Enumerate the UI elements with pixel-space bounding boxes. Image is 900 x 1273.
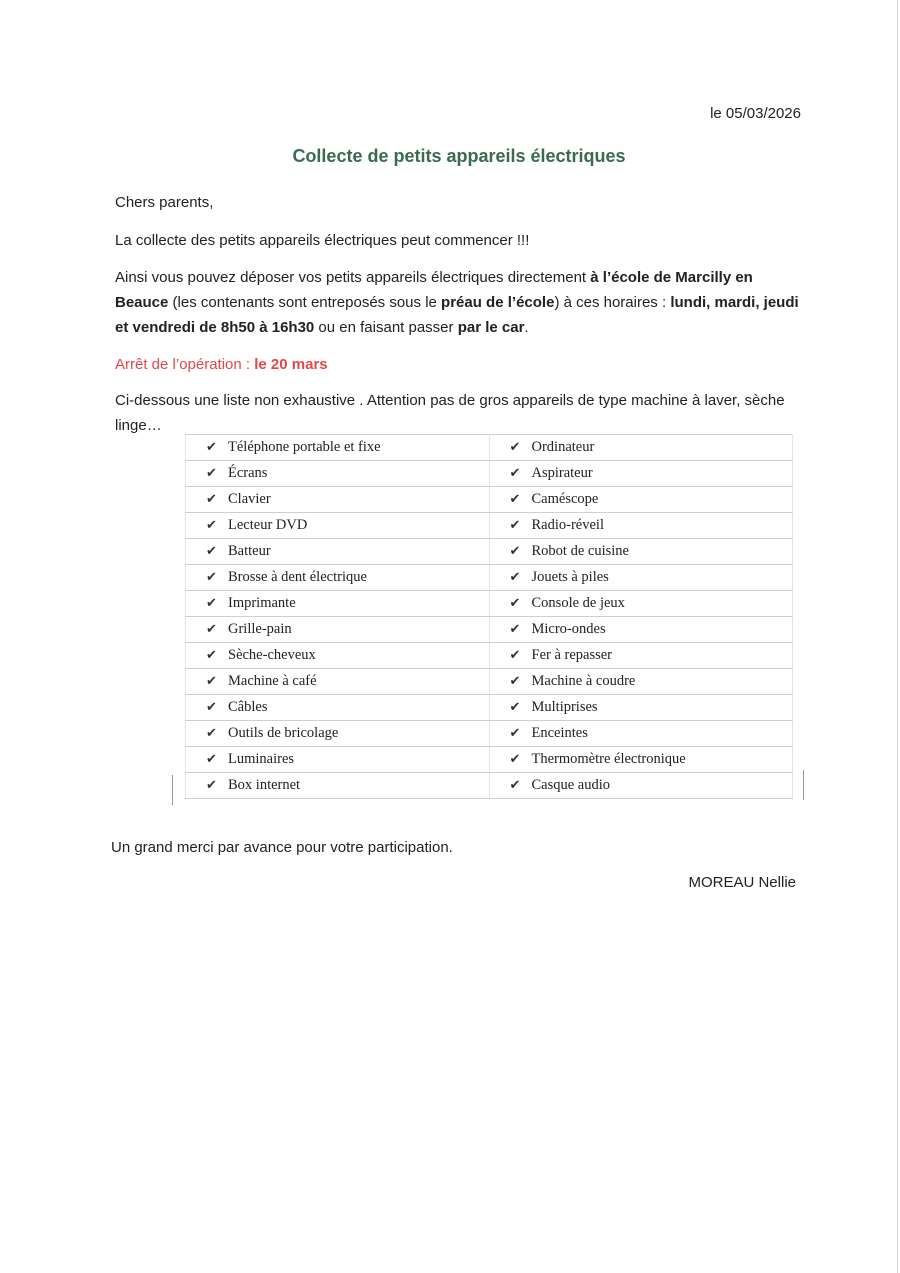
list-item (489, 565, 793, 591)
list-item-label: Batteur (228, 543, 271, 559)
checkmark-icon: ✔ (509, 725, 521, 740)
table-row (186, 565, 793, 591)
list-item-label: Casque audio (531, 777, 611, 793)
letter-title: Collecte de petits appareils électriques (292, 146, 626, 166)
table-row (186, 513, 793, 539)
list-item-label: Imprimante (228, 595, 296, 611)
list-item (186, 591, 490, 617)
list-item (186, 461, 490, 487)
table-row (186, 461, 793, 487)
checkmark-icon: ✔ (206, 777, 217, 792)
list-item-label: Câbles (228, 699, 268, 715)
drop-off-text-4: ou en faisant passer (314, 319, 458, 336)
list-item (186, 721, 490, 747)
drop-off-schedule: lundi, mardi, jeudi et vendredi de 8h50 à 16h30 (115, 294, 799, 336)
list-item-label: Lecteur DVD (228, 517, 308, 533)
list-item-label: Jouets à piles (531, 569, 609, 585)
list-item (489, 461, 793, 487)
scan-edge-line (897, 0, 898, 1273)
operation-end-date: le 20 mars (254, 356, 328, 373)
list-item (489, 773, 793, 799)
list-item-label: Téléphone portable et fixe (228, 439, 381, 455)
list-item (489, 617, 793, 643)
checkmark-icon: ✔ (509, 647, 521, 662)
checkmark-icon: ✔ (509, 751, 521, 766)
list-item (489, 695, 793, 721)
checkmark-icon: ✔ (206, 621, 217, 636)
list-item-label: Brosse à dent électrique (228, 569, 367, 585)
list-item (489, 643, 793, 669)
checkmark-icon: ✔ (206, 543, 217, 558)
list-item-label: Robot de cuisine (531, 543, 629, 559)
drop-off-paragraph (115, 265, 805, 340)
table-row (186, 643, 793, 669)
checkmark-icon: ✔ (509, 673, 521, 688)
list-item-label: Radio-réveil (531, 517, 604, 533)
checkmark-icon: ✔ (206, 491, 217, 506)
list-item-label: Fer à repasser (531, 647, 613, 663)
appliance-list-table (185, 434, 793, 799)
checkmark-icon: ✔ (206, 751, 217, 766)
list-item (186, 643, 490, 669)
list-item (489, 721, 793, 747)
table-row (186, 747, 793, 773)
drop-off-location: préau de l’école (441, 294, 555, 311)
thanks-line: Un grand merci par avance pour votre participation. (111, 839, 453, 856)
list-intro: Ci-dessous une liste non exhaustive . Attention pas de gros appareils de type machine à laver, sèche linge… (115, 392, 785, 434)
checkmark-icon: ✔ (206, 569, 217, 584)
checkmark-icon: ✔ (509, 595, 521, 610)
list-item (186, 565, 490, 591)
list-item (186, 617, 490, 643)
list-item-label: Multiprises (531, 699, 598, 715)
table-row (186, 435, 793, 461)
table-row (186, 721, 793, 747)
operation-end-label: Arrêt de l’opération : (115, 356, 255, 373)
list-item (186, 669, 490, 695)
list-item-label: Micro-ondes (531, 621, 606, 637)
signature: MOREAU Nellie (688, 874, 796, 891)
drop-off-text-2: (les contenants sont entreposés sous le (168, 294, 442, 311)
scan-artifact-mark (172, 775, 173, 805)
list-item (489, 487, 793, 513)
list-item (489, 591, 793, 617)
table-row (186, 617, 793, 643)
checkmark-icon: ✔ (509, 517, 521, 532)
table-row (186, 773, 793, 799)
list-item (489, 669, 793, 695)
list-item (489, 747, 793, 773)
list-item-label: Aspirateur (531, 465, 593, 481)
list-item-label: Machine à coudre (531, 673, 636, 689)
operation-end-notice (115, 352, 805, 377)
checkmark-icon: ✔ (509, 465, 521, 480)
greeting: Chers parents, (115, 194, 214, 211)
checkmark-icon: ✔ (509, 491, 521, 506)
list-item (489, 539, 793, 565)
list-item-label: Machine à café (228, 673, 317, 689)
list-item-label: Caméscope (531, 491, 599, 507)
drop-off-text-5: . (524, 319, 529, 336)
list-item (186, 539, 490, 565)
list-item (186, 513, 490, 539)
checkmark-icon: ✔ (509, 621, 521, 636)
letter-date: le 05/03/2026 (710, 105, 801, 122)
table-row (186, 487, 793, 513)
list-item-label: Console de jeux (531, 595, 625, 611)
checkmark-icon: ✔ (206, 673, 217, 688)
checkmark-icon: ✔ (509, 699, 521, 714)
list-item-label: Outils de bricolage (228, 725, 339, 741)
list-item (489, 513, 793, 539)
list-item-label: Ordinateur (531, 439, 595, 455)
list-item-label: Enceintes (531, 725, 588, 741)
checkmark-icon: ✔ (206, 517, 217, 532)
checkmark-icon: ✔ (509, 569, 521, 584)
list-item (186, 435, 490, 461)
list-item (489, 435, 793, 461)
list-item-label: Clavier (228, 491, 271, 507)
checkmark-icon: ✔ (206, 595, 217, 610)
drop-off-text-1: Ainsi vous pouvez déposer vos petits appareils électriques directement (115, 269, 591, 286)
checkmark-icon: ✔ (509, 777, 521, 792)
checkmark-icon: ✔ (206, 647, 217, 662)
list-item (186, 695, 490, 721)
list-item-label: Luminaires (228, 751, 295, 767)
checkmark-icon: ✔ (509, 543, 521, 558)
school-name: à l’école de Marcilly en Beauce (115, 269, 753, 311)
bus-option: par le car (457, 319, 525, 336)
scan-artifact-mark (803, 770, 804, 800)
checkmark-icon: ✔ (509, 439, 521, 454)
list-item-label: Box internet (228, 777, 301, 793)
list-item-label: Sèche-cheveux (228, 647, 316, 663)
list-item-label: Écrans (228, 465, 268, 481)
drop-off-text-3: ) à ces horaires : (554, 294, 671, 311)
list-item (186, 487, 490, 513)
checkmark-icon: ✔ (206, 439, 217, 454)
list-item (186, 773, 490, 799)
checkmark-icon: ✔ (206, 725, 217, 740)
table-row (186, 695, 793, 721)
table-row (186, 591, 793, 617)
table-row (186, 539, 793, 565)
list-item-label: Grille-pain (228, 621, 292, 637)
list-item (186, 747, 490, 773)
checkmark-icon: ✔ (206, 699, 217, 714)
checkmark-icon: ✔ (206, 465, 217, 480)
intro-sentence: La collecte des petits appareils électriques peut commencer !!! (115, 232, 530, 249)
list-item-label: Thermomètre électronique (531, 751, 686, 767)
table-row (186, 669, 793, 695)
